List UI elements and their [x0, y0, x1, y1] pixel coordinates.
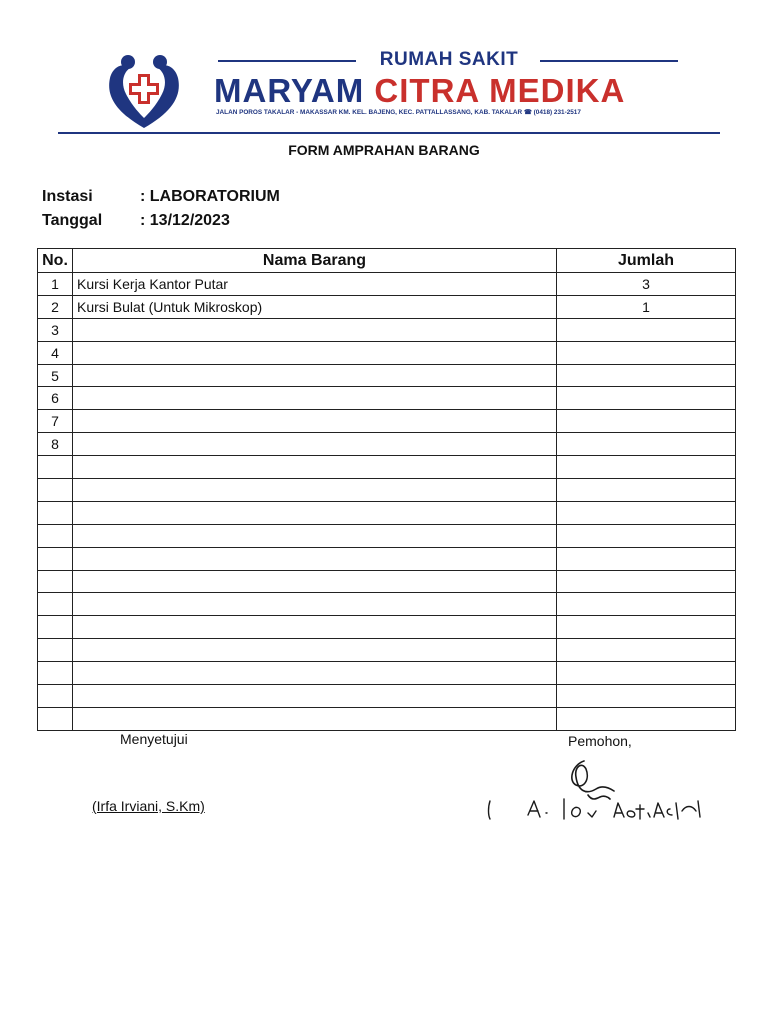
table-row [38, 547, 736, 570]
row-no [38, 570, 73, 593]
hospital-address: JALAN POROS TAKALAR - MAKASSAR KM. KEL. BAJENG, KEC. PATTALLASSANG, KAB. TAKALAR ☎ (0418) 231-2517 [216, 109, 581, 116]
tanggal-value: : 13/12/2023 [140, 212, 230, 229]
hospital-name-part1: MARYAM [214, 72, 365, 109]
row-no [38, 547, 73, 570]
instasi-value: : LABORATORIUM [140, 188, 280, 205]
row-nama [73, 410, 557, 433]
row-nama [73, 547, 557, 570]
header-nama-barang: Nama Barang [73, 249, 557, 273]
row-jumlah: 1 [557, 295, 736, 318]
row-jumlah [557, 501, 736, 524]
row-nama [73, 364, 557, 387]
row-jumlah [557, 387, 736, 410]
hospital-type-text: RUMAH SAKIT [379, 49, 519, 70]
row-no [38, 685, 73, 708]
row-no [38, 593, 73, 616]
table-row [38, 501, 736, 524]
row-jumlah [557, 479, 736, 502]
row-nama [73, 616, 557, 639]
row-nama [73, 570, 557, 593]
table-row [38, 273, 736, 296]
row-jumlah [557, 456, 736, 479]
applicant-signature-icon [484, 755, 714, 835]
row-no: 6 [38, 387, 73, 410]
row-nama [73, 707, 557, 730]
approver-name: (Irfa Irviani, S.Km) [92, 798, 205, 814]
row-nama [73, 662, 557, 685]
table-row [38, 707, 736, 730]
row-nama [73, 501, 557, 524]
row-nama: Kursi Kerja Kantor Putar [73, 273, 557, 296]
row-no [38, 662, 73, 685]
row-jumlah [557, 593, 736, 616]
row-no: 8 [38, 433, 73, 456]
row-jumlah [557, 433, 736, 456]
table-row [38, 639, 736, 662]
row-no [38, 479, 73, 502]
row-jumlah [557, 364, 736, 387]
row-no [38, 524, 73, 547]
table-row [38, 685, 736, 708]
row-jumlah: 3 [557, 273, 736, 296]
row-jumlah [557, 685, 736, 708]
instasi-row [42, 188, 280, 206]
row-no: 7 [38, 410, 73, 433]
table-row [38, 410, 736, 433]
row-jumlah [557, 662, 736, 685]
table-row [38, 524, 736, 547]
header-no: No. [38, 249, 73, 273]
row-no: 5 [38, 364, 73, 387]
table-row [38, 433, 736, 456]
hospital-name-part2: CITRA MEDIKA [374, 72, 626, 109]
row-no: 2 [38, 295, 73, 318]
table-row [38, 570, 736, 593]
row-no [38, 501, 73, 524]
row-no: 1 [38, 273, 73, 296]
table-header-row [38, 249, 736, 273]
table-row [38, 318, 736, 341]
table-row [38, 593, 736, 616]
row-jumlah [557, 410, 736, 433]
applicant-label: Pemohon, [568, 733, 632, 749]
header-divider [58, 132, 720, 134]
header-hospital-type [218, 48, 678, 72]
table-row [38, 662, 736, 685]
row-nama [73, 479, 557, 502]
table-row [38, 387, 736, 410]
row-nama [73, 318, 557, 341]
row-no: 3 [38, 318, 73, 341]
table-row [38, 295, 736, 318]
row-nama [73, 433, 557, 456]
header-jumlah: Jumlah [557, 249, 736, 273]
row-jumlah [557, 318, 736, 341]
row-nama [73, 387, 557, 410]
row-jumlah [557, 570, 736, 593]
row-no [38, 639, 73, 662]
row-nama [73, 456, 557, 479]
row-jumlah [557, 639, 736, 662]
row-nama: Kursi Bulat (Untuk Mikroskop) [73, 295, 557, 318]
row-jumlah [557, 524, 736, 547]
hospital-logo-icon [104, 52, 184, 132]
approver-label: Menyetujui [120, 731, 188, 747]
row-nama [73, 341, 557, 364]
items-table [37, 248, 736, 731]
hospital-name [214, 72, 625, 110]
row-nama [73, 685, 557, 708]
row-nama [73, 524, 557, 547]
row-no: 4 [38, 341, 73, 364]
table-row [38, 341, 736, 364]
form-title: FORM AMPRAHAN BARANG [288, 142, 480, 158]
instasi-label: Instasi [42, 188, 93, 205]
row-jumlah [557, 616, 736, 639]
row-nama [73, 593, 557, 616]
table-row [38, 616, 736, 639]
row-jumlah [557, 341, 736, 364]
row-jumlah [557, 547, 736, 570]
table-row [38, 479, 736, 502]
row-no [38, 707, 73, 730]
table-row [38, 456, 736, 479]
tanggal-row [42, 212, 230, 230]
table-row [38, 364, 736, 387]
row-nama [73, 639, 557, 662]
tanggal-label: Tanggal [42, 212, 103, 229]
row-no [38, 616, 73, 639]
row-no [38, 456, 73, 479]
row-jumlah [557, 707, 736, 730]
